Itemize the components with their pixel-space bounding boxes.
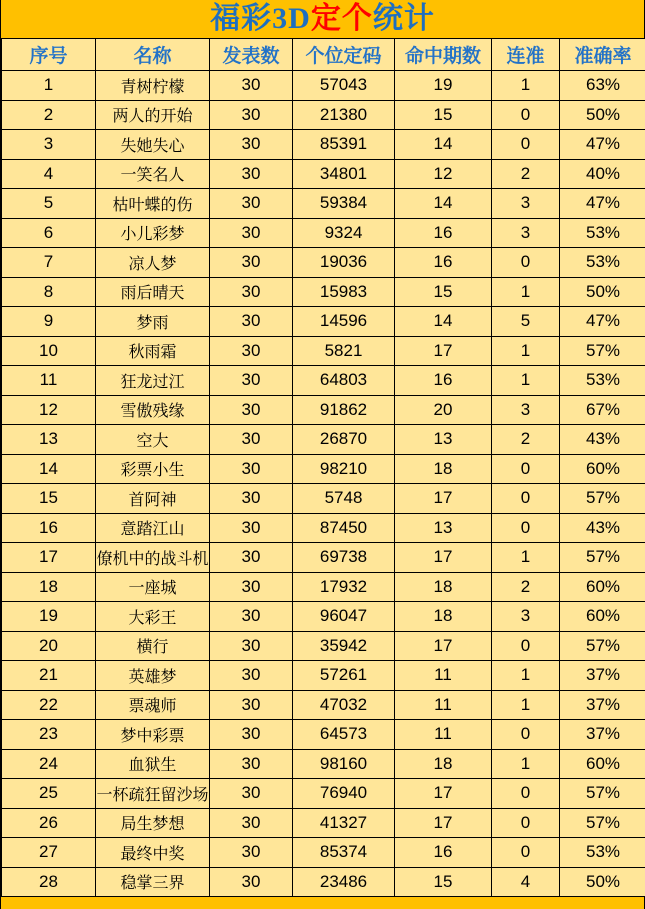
table-cell: 凉人梦: [96, 248, 210, 278]
table-cell: 2: [2, 100, 96, 130]
table-cell: 35942: [293, 631, 395, 661]
table-cell: 0: [492, 248, 560, 278]
table-row: [2, 602, 645, 632]
table-cell: 47%: [560, 189, 645, 219]
table-cell: 20: [395, 395, 492, 425]
table-cell: 彩票小生: [96, 454, 210, 484]
table-cell: 26870: [293, 425, 395, 455]
table-cell: 53%: [560, 248, 645, 278]
table-cell: 30: [210, 749, 293, 779]
table-cell: 4: [2, 159, 96, 189]
table-cell: 19: [395, 71, 492, 101]
table-cell: 11: [395, 720, 492, 750]
table-row: [2, 277, 645, 307]
table-cell: 27: [2, 838, 96, 868]
table-cell: 1: [492, 543, 560, 573]
table-cell: 64573: [293, 720, 395, 750]
table-cell: 16: [395, 218, 492, 248]
table-cell: 26: [2, 808, 96, 838]
table-row: [2, 808, 645, 838]
table-cell: 30: [210, 572, 293, 602]
table-cell: 小儿彩梦: [96, 218, 210, 248]
table-cell: 一座城: [96, 572, 210, 602]
table-row: [2, 779, 645, 809]
table-cell: 19036: [293, 248, 395, 278]
table-cell: 47%: [560, 130, 645, 160]
table-cell: 19: [2, 602, 96, 632]
table-cell: 票魂师: [96, 690, 210, 720]
table-cell: 13: [395, 513, 492, 543]
table-cell: 16: [395, 838, 492, 868]
table-cell: 雨后晴天: [96, 277, 210, 307]
table-cell: 17: [395, 808, 492, 838]
table-body: [2, 71, 645, 897]
table-cell: 5: [492, 307, 560, 337]
table-cell: 30: [210, 366, 293, 396]
table-row: [2, 484, 645, 514]
table-cell: 10: [2, 336, 96, 366]
table-cell: 0: [492, 513, 560, 543]
table-cell: 14: [2, 454, 96, 484]
table-cell: 57%: [560, 631, 645, 661]
table-cell: 0: [492, 720, 560, 750]
table-cell: 7: [2, 248, 96, 278]
table-cell: 30: [210, 838, 293, 868]
table-cell: 1: [492, 277, 560, 307]
table-cell: 1: [492, 71, 560, 101]
table-cell: 僚机中的战斗机: [96, 543, 210, 573]
table-row: [2, 838, 645, 868]
table-cell: 17932: [293, 572, 395, 602]
table-cell: 16: [395, 366, 492, 396]
table-cell: 53%: [560, 366, 645, 396]
table-cell: 96047: [293, 602, 395, 632]
table-cell: 60%: [560, 572, 645, 602]
table-cell: 30: [210, 248, 293, 278]
table-cell: 1: [492, 661, 560, 691]
table-cell: 3: [492, 189, 560, 219]
table-cell: 0: [492, 454, 560, 484]
table-cell: 30: [210, 189, 293, 219]
table-cell: 0: [492, 838, 560, 868]
table-cell: 14: [395, 130, 492, 160]
page-title: [1, 0, 644, 38]
title-segment-statistics: 统计: [372, 2, 435, 35]
table-cell: 17: [2, 543, 96, 573]
table-cell: 局生梦想: [96, 808, 210, 838]
table-row: [2, 100, 645, 130]
table-cell: 85391: [293, 130, 395, 160]
table-cell: 9324: [293, 218, 395, 248]
table-cell: 22: [2, 690, 96, 720]
table-cell: 失她失心: [96, 130, 210, 160]
table-cell: 34801: [293, 159, 395, 189]
table-cell: 30: [210, 690, 293, 720]
table-cell: 30: [210, 631, 293, 661]
table-cell: 30: [210, 808, 293, 838]
table-cell: 狂龙过江: [96, 366, 210, 396]
table-cell: 意踏江山: [96, 513, 210, 543]
table-cell: 1: [492, 749, 560, 779]
table-cell: 18: [395, 602, 492, 632]
table-cell: 30: [210, 336, 293, 366]
table-row: [2, 159, 645, 189]
table-cell: 30: [210, 543, 293, 573]
table-cell: 30: [210, 602, 293, 632]
table-cell: 30: [210, 277, 293, 307]
stats-table: [1, 38, 645, 897]
table-cell: 3: [492, 218, 560, 248]
table-cell: 28: [2, 867, 96, 897]
table-row: [2, 366, 645, 396]
table-cell: 1: [2, 71, 96, 101]
table-cell: 30: [210, 661, 293, 691]
table-cell: 23: [2, 720, 96, 750]
table-row: [2, 454, 645, 484]
table-cell: 57%: [560, 779, 645, 809]
table-cell: 雪傲残缘: [96, 395, 210, 425]
table-cell: 15: [2, 484, 96, 514]
table-cell: 60%: [560, 602, 645, 632]
table-cell: 21380: [293, 100, 395, 130]
table-cell: 5821: [293, 336, 395, 366]
table-cell: 18: [2, 572, 96, 602]
table-cell: 14596: [293, 307, 395, 337]
table-row: [2, 130, 645, 160]
table-cell: 12: [2, 395, 96, 425]
table-cell: 首阿神: [96, 484, 210, 514]
table-cell: 2: [492, 159, 560, 189]
table-row: [2, 425, 645, 455]
table-cell: 47%: [560, 307, 645, 337]
table-cell: 30: [210, 425, 293, 455]
table-row: [2, 572, 645, 602]
table-cell: 37%: [560, 690, 645, 720]
column-header: 个位定码: [293, 39, 395, 71]
column-header: 名称: [96, 39, 210, 71]
table-cell: 30: [210, 307, 293, 337]
title-segment-lottery-name: 福彩3D: [210, 2, 311, 35]
table-cell: 30: [210, 395, 293, 425]
table-row: [2, 543, 645, 573]
table-row: [2, 631, 645, 661]
table-cell: 稳掌三界: [96, 867, 210, 897]
table-cell: 30: [210, 159, 293, 189]
table-cell: 6: [2, 218, 96, 248]
table-cell: 16: [2, 513, 96, 543]
table-cell: 0: [492, 100, 560, 130]
table-row: [2, 661, 645, 691]
table-row: [2, 218, 645, 248]
table-cell: 梦中彩票: [96, 720, 210, 750]
table-cell: 57043: [293, 71, 395, 101]
table-cell: 15: [395, 100, 492, 130]
table-cell: 英雄梦: [96, 661, 210, 691]
table-cell: 15983: [293, 277, 395, 307]
column-header: 连准: [492, 39, 560, 71]
table-cell: 30: [210, 513, 293, 543]
table-cell: 57%: [560, 808, 645, 838]
table-cell: 空大: [96, 425, 210, 455]
table-cell: 50%: [560, 277, 645, 307]
table-row: [2, 248, 645, 278]
table-cell: 11: [395, 661, 492, 691]
table-cell: 57%: [560, 336, 645, 366]
table-cell: 14: [395, 189, 492, 219]
table-cell: 14: [395, 307, 492, 337]
table-cell: 青树柠檬: [96, 71, 210, 101]
table-cell: 最终中奖: [96, 838, 210, 868]
table-cell: 5: [2, 189, 96, 219]
table-cell: 25: [2, 779, 96, 809]
table-cell: 1: [492, 336, 560, 366]
table-cell: 43%: [560, 425, 645, 455]
table-cell: 57%: [560, 484, 645, 514]
table-cell: 91862: [293, 395, 395, 425]
table-row: [2, 336, 645, 366]
table-cell: 11: [395, 690, 492, 720]
table-cell: 18: [395, 749, 492, 779]
table-cell: 0: [492, 808, 560, 838]
table-cell: 69738: [293, 543, 395, 573]
table-cell: 15: [395, 277, 492, 307]
table-cell: 30: [210, 484, 293, 514]
table-cell: 85374: [293, 838, 395, 868]
table-cell: 11: [2, 366, 96, 396]
table-cell: 两人的开始: [96, 100, 210, 130]
table-cell: 87450: [293, 513, 395, 543]
table-cell: 53%: [560, 838, 645, 868]
column-header: 序号: [2, 39, 96, 71]
table-cell: 50%: [560, 100, 645, 130]
table-cell: 4: [492, 867, 560, 897]
table-row: [2, 71, 645, 101]
table-cell: 30: [210, 218, 293, 248]
table-cell: 9: [2, 307, 96, 337]
table-cell: 30: [210, 100, 293, 130]
table-cell: 一笑名人: [96, 159, 210, 189]
table-cell: 15: [395, 867, 492, 897]
table-cell: 2: [492, 425, 560, 455]
table-cell: 60%: [560, 454, 645, 484]
table-cell: 18: [395, 572, 492, 602]
table-cell: 13: [2, 425, 96, 455]
table-cell: 21: [2, 661, 96, 691]
table-cell: 3: [492, 602, 560, 632]
table-cell: 67%: [560, 395, 645, 425]
table-row: [2, 867, 645, 897]
table-cell: 0: [492, 484, 560, 514]
table-cell: 枯叶蝶的伤: [96, 189, 210, 219]
table-cell: 59384: [293, 189, 395, 219]
table-cell: 40%: [560, 159, 645, 189]
table-cell: 30: [210, 130, 293, 160]
table-cell: 13: [395, 425, 492, 455]
table-cell: 0: [492, 130, 560, 160]
column-header: 命中期数: [395, 39, 492, 71]
table-cell: 24: [2, 749, 96, 779]
table-row: [2, 513, 645, 543]
table-cell: 17: [395, 336, 492, 366]
table-cell: 63%: [560, 71, 645, 101]
table-cell: 41327: [293, 808, 395, 838]
table-cell: 大彩王: [96, 602, 210, 632]
table-cell: 17: [395, 779, 492, 809]
table-cell: 3: [492, 395, 560, 425]
table-cell: 12: [395, 159, 492, 189]
table-cell: 57261: [293, 661, 395, 691]
table-cell: 血狱生: [96, 749, 210, 779]
table-cell: 98210: [293, 454, 395, 484]
table-cell: 37%: [560, 661, 645, 691]
table-cell: 30: [210, 454, 293, 484]
header-row: [2, 39, 645, 71]
table-cell: 30: [210, 71, 293, 101]
column-header: 准确率: [560, 39, 645, 71]
table-cell: 梦雨: [96, 307, 210, 337]
title-segment-position-type: 定个: [310, 2, 373, 35]
table-cell: 37%: [560, 720, 645, 750]
table-cell: 47032: [293, 690, 395, 720]
table-cell: 2: [492, 572, 560, 602]
table-cell: 17: [395, 631, 492, 661]
table-cell: 秋雨霜: [96, 336, 210, 366]
table-cell: 20: [2, 631, 96, 661]
table-row: [2, 720, 645, 750]
column-header: 发表数: [210, 39, 293, 71]
table-cell: 17: [395, 543, 492, 573]
table-cell: 23486: [293, 867, 395, 897]
table-cell: 50%: [560, 867, 645, 897]
table-cell: 8: [2, 277, 96, 307]
table-row: [2, 395, 645, 425]
table-row: [2, 189, 645, 219]
table-row: [2, 690, 645, 720]
table-cell: 57%: [560, 543, 645, 573]
table-cell: 64803: [293, 366, 395, 396]
table-cell: 1: [492, 366, 560, 396]
table-cell: 43%: [560, 513, 645, 543]
table-cell: 98160: [293, 749, 395, 779]
table-cell: 76940: [293, 779, 395, 809]
table-cell: 0: [492, 631, 560, 661]
table-cell: 1: [492, 690, 560, 720]
table-cell: 5748: [293, 484, 395, 514]
table-cell: 30: [210, 867, 293, 897]
table-cell: 60%: [560, 749, 645, 779]
table-cell: 横行: [96, 631, 210, 661]
table-cell: 30: [210, 720, 293, 750]
table-cell: 3: [2, 130, 96, 160]
table-cell: 18: [395, 454, 492, 484]
table-row: [2, 307, 645, 337]
table-cell: 53%: [560, 218, 645, 248]
table-cell: 17: [395, 484, 492, 514]
table-row: [2, 749, 645, 779]
table-cell: 一杯疏狂留沙场: [96, 779, 210, 809]
table-cell: 30: [210, 779, 293, 809]
table-cell: 0: [492, 779, 560, 809]
table-cell: 16: [395, 248, 492, 278]
